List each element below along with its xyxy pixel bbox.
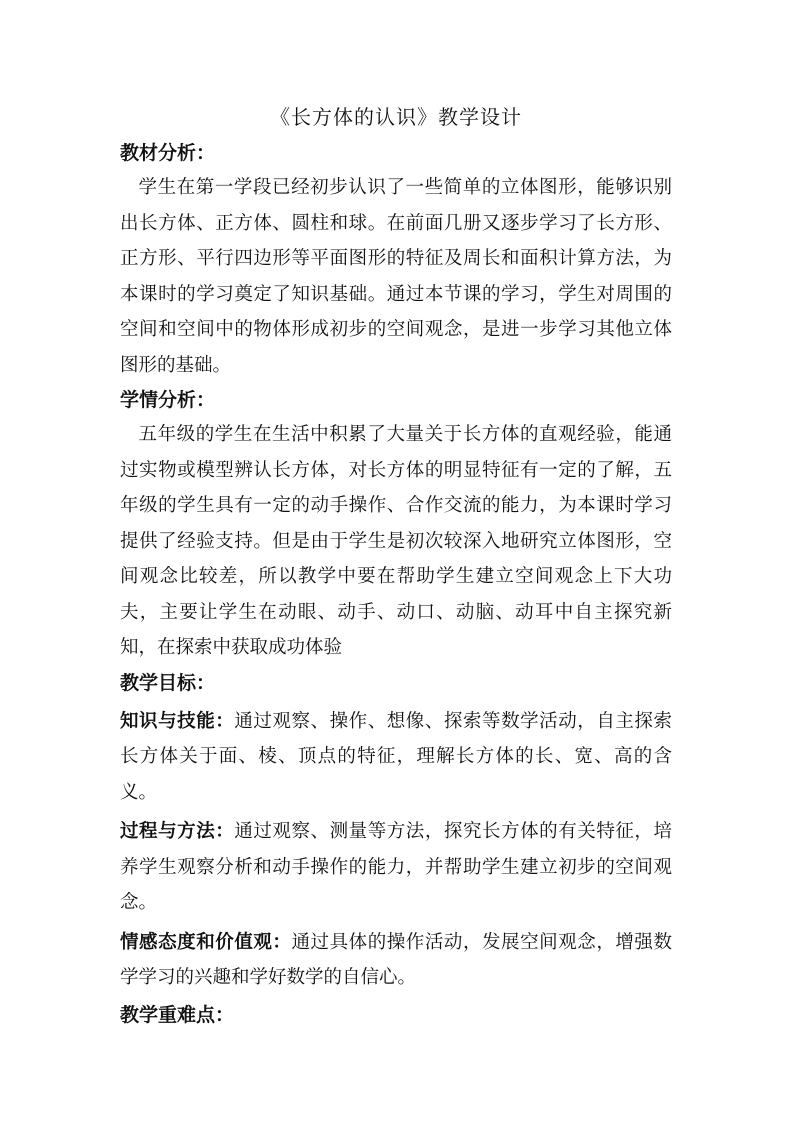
goal-label: 情感态度和价值观： <box>120 931 292 953</box>
document-title: 《长方体的认识》教学设计 <box>270 105 522 129</box>
section-heading-student-analysis: 学情分析： <box>120 389 216 411</box>
section-heading-textbook-analysis: 教材分析： <box>120 142 216 164</box>
goal-label: 知识与技能： <box>120 710 235 732</box>
document-page <box>120 100 672 1032</box>
goal-process-methods <box>120 814 672 921</box>
section-heading-key-difficulties: 教学重难点： <box>120 1003 235 1026</box>
section-heading-teaching-goals: 教学目标： <box>120 671 216 694</box>
goal-attitude-values <box>120 925 672 996</box>
textbook-analysis-paragraph: 学生在第一学段已经初步认识了一些简单的立体图形，能够识别出长方体、正方体、圆柱和球。在前面几册又逐步学习了长方形、正方形、平行四边形等平面图形的特征及周长和面积计算方法，为本课时的学习奠定了知识基础。通过本节课的学习，学生对周围的空间和空间中的物体形成初步的空间观念，是进一步学习其他立体图形的基础。 <box>120 177 672 376</box>
student-analysis-paragraph: 五年级的学生在生活中积累了大量关于长方体的直观经验，能通过实物或模型辨认长方体，对长方体的明显特征有一定的了解，五年级的学生具有一定的动手操作、合作交流的能力，为本课时学习提供了经验支持。但是由于学生是初次较深入地研究立体图形，空间观念比较差，所以教学中要在帮助学生建立空间观念上下大功夫，主要让学生在动眼、动手、动口、动脑、动耳中自主探究新知，在探索中获取成功体验 <box>120 424 672 658</box>
goal-text: 通过观察、测量等方法，探究长方体的有关特征，培养学生观察分析和动手操作的能力，并帮助学生建立初步的空间观念。 <box>120 821 672 913</box>
goal-text: 通过具体的操作活动，发展空间观念，增强数学学习的兴趣和学好数学的自信心。 <box>120 931 672 988</box>
goal-label: 过程与方法： <box>120 821 235 842</box>
goal-knowledge-skills <box>120 704 672 811</box>
goal-text: 通过观察、操作、想像、探索等数学活动，自主探索长方体关于面、棱、顶点的特征，理解长方体的长、宽、高的含义。 <box>120 710 672 803</box>
